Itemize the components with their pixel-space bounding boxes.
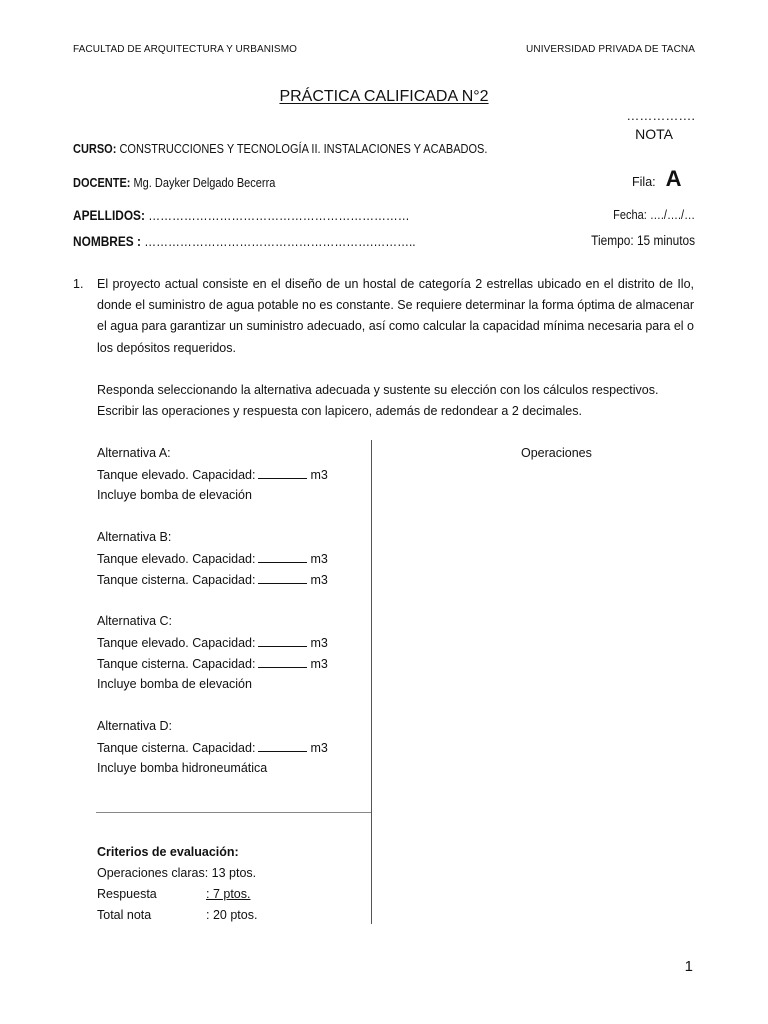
question-text: El proyecto actual consiste en el diseño de un hostal de categoría 2 estrellas ubicado en el distrito de Ilo, donde el suministro de agua potable no es constante. Se requiere determinar la forma óptima de almacenar el agua para garantizar un suministro adecuado, así como calcular la capacidad mínima necesaria para el o los depósitos requeridos. [97,277,694,355]
instruction-2: Escribir las operaciones y respuesta con lapicero, además de redondear a 2 decimales. [97,404,582,418]
alt-b-cisterna-label: Tanque cisterna. Capacidad: [97,573,256,587]
alt-b-line1 [97,551,328,566]
nombres-label: NOMBRES : [73,234,141,249]
curso-value: CONSTRUCCIONES Y TECNOLOGÍA II. INSTALACIONES Y ACABADOS. [119,142,488,156]
instruction-1: Responda seleccionando la alternativa adecuada y sustente su elección con los cálculos respectivos. [97,383,659,397]
apellidos-dots: ………………………………………………………… [148,208,410,223]
nombres-line [73,234,416,249]
operaciones-label: Operaciones [521,446,592,460]
alt-d-cisterna-blank[interactable] [258,740,307,752]
fecha-line [613,208,695,222]
unit: m3 [310,657,328,671]
alt-c-cisterna-label: Tanque cisterna. Capacidad: [97,657,256,671]
alt-d-cisterna-label: Tanque cisterna. Capacidad: [97,741,256,755]
alt-a-capacity-blank[interactable] [258,467,307,479]
unit: m3 [310,636,328,650]
alt-c-line3: Incluye bomba de elevación [97,677,252,691]
unit: m3 [310,552,328,566]
nota-dots: ……………. [626,108,695,123]
unit: m3 [310,741,328,755]
page-number: 1 [684,958,693,975]
docente-value: Mg. Dayker Delgado Becerra [133,176,276,190]
alt-c-elevado-blank[interactable] [258,635,307,647]
alt-b-title: Alternativa B: [97,530,172,544]
criterios-respuesta-value: : 7 ptos. [206,887,251,901]
question-number: 1. [73,277,84,291]
docente-line [73,176,275,190]
docente-label: DOCENTE: [73,176,131,190]
column-divider [371,440,372,924]
alt-d-line2: Incluye bomba hidroneumática [97,761,268,775]
alt-b-elevado-label: Tanque elevado. Capacidad: [97,552,256,566]
unit: m3 [310,468,328,482]
criterios-total-value: : 20 ptos. [206,908,258,922]
alt-b-line2 [97,572,328,587]
fila-label: Fila: [632,175,656,189]
alt-c-title: Alternativa C: [97,614,173,628]
nota-label: NOTA [635,126,673,142]
apellidos-line [73,208,410,223]
alt-a-line2: Incluye bomba de elevación [97,488,252,502]
alt-c-line2 [97,656,328,671]
alt-d-title: Alternativa D: [97,719,173,733]
criterios-total-label: Total nota [97,908,152,922]
curso-label: CURSO: [73,142,117,156]
curso-line [73,142,487,156]
tiempo: Tiempo: 15 minutos [591,233,695,248]
nombres-dots: ………………………………………………….……….. [144,234,416,249]
alt-b-elevado-blank[interactable] [258,551,307,563]
fecha-label: Fecha: [613,208,647,222]
alt-c-line1 [97,635,328,650]
alt-b-cisterna-blank[interactable] [258,572,307,584]
criterios-operaciones: Operaciones claras: 13 ptos. [97,866,257,880]
alt-c-cisterna-blank[interactable] [258,656,307,668]
section-divider [96,812,371,813]
criterios-respuesta-label: Respuesta [97,887,157,901]
fila-value: A [665,166,682,191]
fila-line [632,166,682,192]
criterios-title: Criterios de evaluación: [97,845,239,859]
page-title: PRÁCTICA CALIFICADA N°2 [279,88,489,105]
alt-a-line1 [97,467,328,482]
header-university: UNIVERSIDAD PRIVADA DE TACNA [526,44,695,55]
alt-a-capacity-label: Tanque elevado. Capacidad: [97,468,256,482]
alt-a-title: Alternativa A: [97,446,171,460]
header-faculty: FACULTAD DE ARQUITECTURA Y URBANISMO [73,44,298,55]
apellidos-label: APELLIDOS: [73,208,145,223]
unit: m3 [310,573,328,587]
alt-d-line1 [97,740,328,755]
alt-c-elevado-label: Tanque elevado. Capacidad: [97,636,256,650]
fecha-value: …./…./… [649,208,695,222]
